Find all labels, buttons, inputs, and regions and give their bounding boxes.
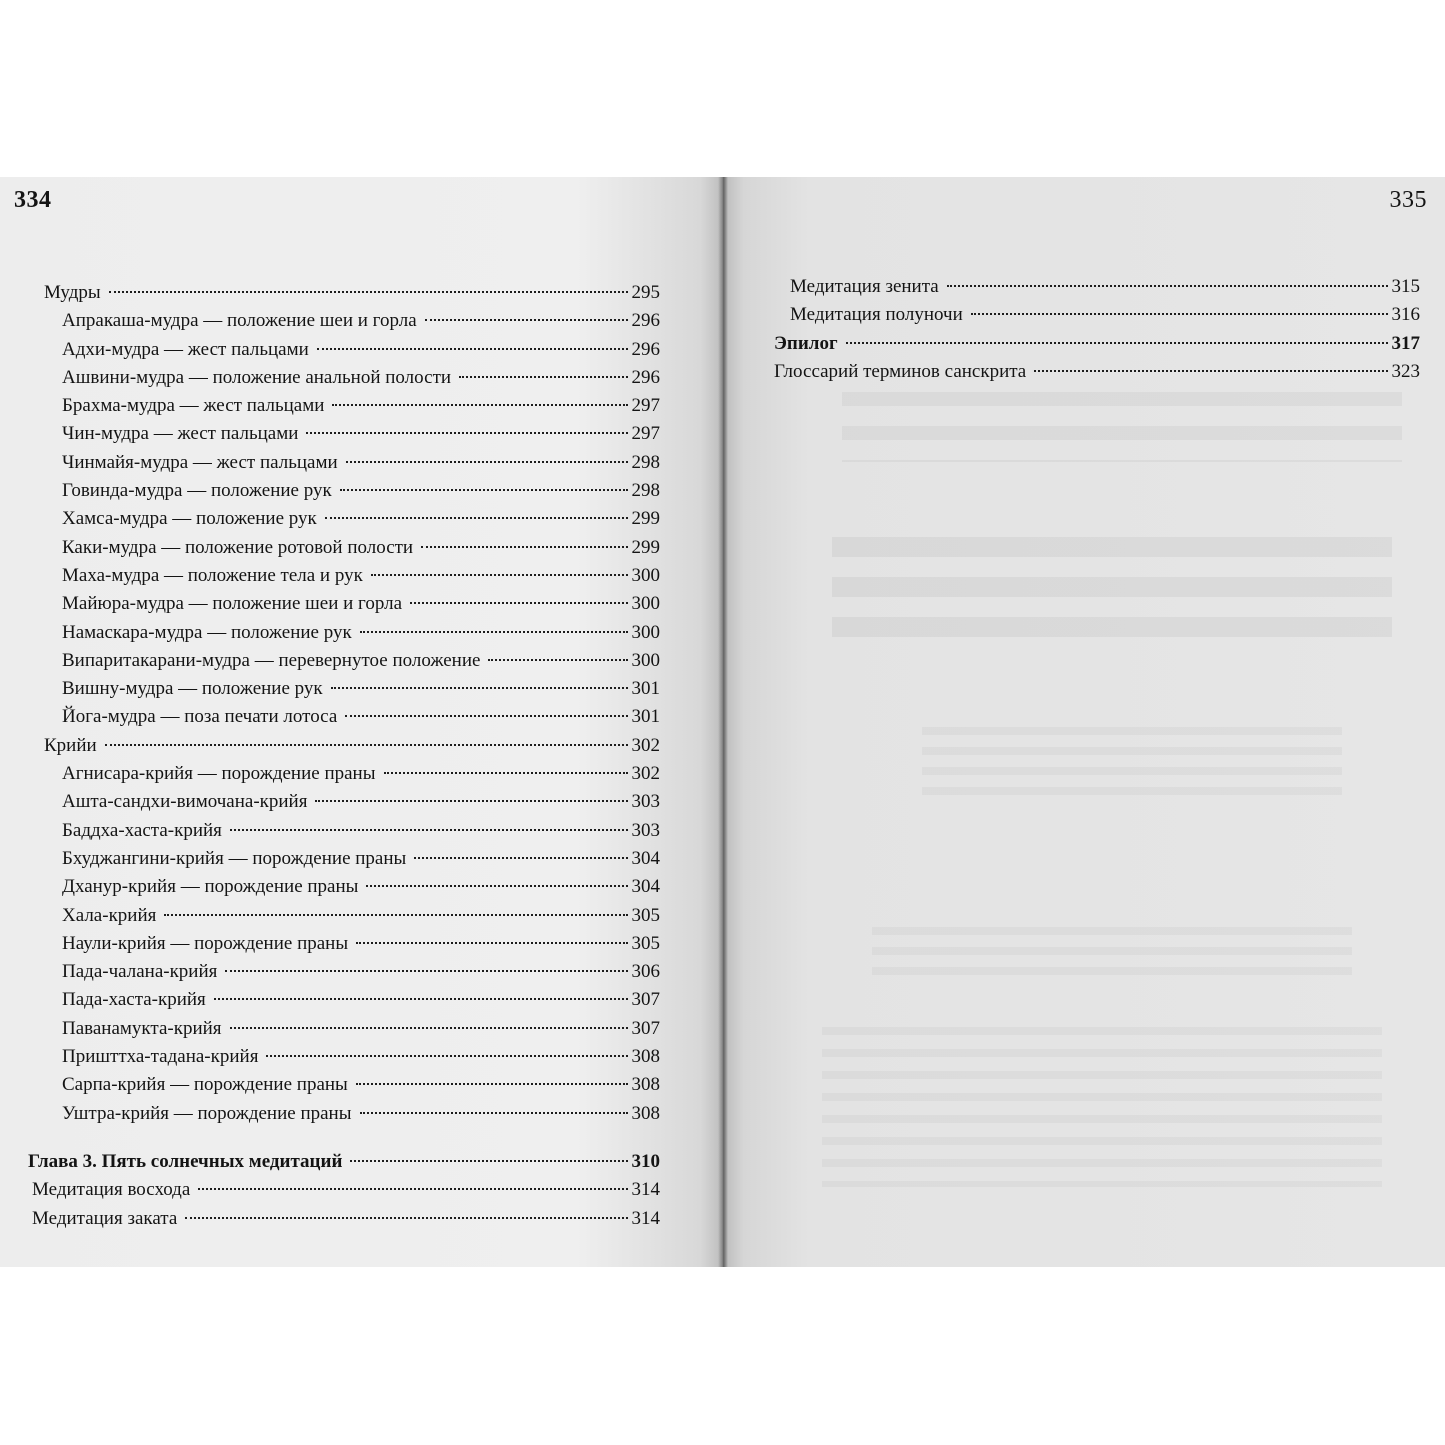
reverse-side-bleed — [822, 1027, 1382, 1187]
right-toc-list — [770, 273, 1420, 386]
dot-leader — [410, 602, 627, 604]
left-toc-list — [28, 279, 660, 1233]
dot-leader — [332, 404, 627, 406]
right-page-number: 335 — [1389, 187, 1427, 213]
dot-leader — [214, 998, 628, 1000]
dot-leader — [185, 1217, 627, 1219]
toc-entry-epilogue: Эпилог 317 — [774, 332, 1420, 354]
toc-entry: Медитация заката 314 — [32, 1207, 660, 1229]
dot-leader — [350, 1160, 627, 1162]
toc-chapter-entry: Глава 3. Пять солнечных медитаций 310 — [28, 1150, 660, 1172]
toc-entry: Випаритакарани-мудра — перевернутое положение 300 — [62, 649, 660, 671]
toc-entry: Вишну-мудра — положение рук 301 — [62, 678, 660, 700]
book-spread — [0, 177, 1445, 1267]
dot-leader — [459, 376, 627, 378]
right-page — [722, 177, 1445, 1267]
toc-entry: Медитация зенита 315 — [790, 276, 1420, 297]
dot-leader — [366, 885, 627, 887]
toc-entry: Говинда-мудра — положение рук 298 — [62, 480, 660, 502]
toc-entry: Намаскара-мудра — положение рук 300 — [62, 621, 660, 643]
toc-entry: Йога-мудра — поза печати лотоса 301 — [62, 706, 660, 728]
dot-leader — [384, 772, 628, 774]
dot-leader — [105, 744, 628, 746]
toc-entry: Глоссарий терминов санскрита 323 — [774, 360, 1420, 382]
toc-entry: Маха-мудра — положение тела и рук 300 — [62, 564, 660, 586]
toc-entry: Паванамукта-крийя 307 — [62, 1017, 660, 1039]
dot-leader — [421, 546, 627, 548]
toc-entry: Пада-хаста-крийя 307 — [62, 989, 660, 1011]
toc-entry: Медитация полуночи 316 — [790, 304, 1420, 326]
dot-leader — [488, 659, 627, 661]
dot-leader — [198, 1188, 627, 1190]
dot-leader — [356, 1083, 628, 1085]
toc-entry: Бхуджангини-крийя — порождение праны 304 — [62, 847, 660, 869]
toc-entry: Апракаша-мудра — положение шеи и горла 296 — [62, 310, 660, 332]
dot-leader — [345, 715, 627, 717]
dot-leader — [346, 461, 628, 463]
toc-entry: Адхи-мудра — жест пальцами 296 — [62, 338, 660, 360]
toc-entry: Мудры 295 — [44, 282, 660, 303]
toc-entry: Агнисара-крийя — порождение праны 302 — [62, 763, 660, 785]
reverse-side-bleed — [922, 727, 1342, 807]
dot-leader — [306, 432, 627, 434]
toc-entry: Крийи 302 — [44, 734, 660, 756]
toc-entry: Хала-крийя 305 — [62, 904, 660, 926]
toc-entry: Ашта-сандхи-вимочана-крийя 303 — [62, 791, 660, 813]
dot-leader — [356, 942, 627, 944]
toc-entry: Медитация восхода 314 — [32, 1179, 660, 1201]
dot-leader — [230, 1027, 628, 1029]
toc-entry: Ашвини-мудра — положение анальной полости 296 — [62, 366, 660, 388]
dot-leader — [360, 1112, 628, 1114]
dot-leader — [846, 342, 1388, 344]
dot-leader — [360, 631, 628, 633]
dot-leader — [164, 914, 627, 916]
left-page — [0, 177, 722, 1267]
toc-entry: Баддха-хаста-крийя 303 — [62, 819, 660, 841]
dot-leader — [266, 1055, 627, 1057]
toc-entry: Хамса-мудра — положение рук 299 — [62, 508, 660, 530]
toc-entry: Пришттха-тадана-крийя 308 — [62, 1046, 660, 1068]
toc-entry: Дханур-крийя — порождение праны 304 — [62, 876, 660, 898]
dot-leader — [425, 319, 628, 321]
reverse-side-bleed — [872, 927, 1352, 987]
chapter-spacer — [28, 1128, 660, 1148]
toc-entry: Чин-мудра — жест пальцами 297 — [62, 423, 660, 445]
dot-leader — [317, 348, 628, 350]
toc-entry: Пада-чалана-крийя 306 — [62, 961, 660, 983]
reverse-side-bleed — [832, 537, 1392, 657]
dot-leader — [230, 829, 628, 831]
dot-leader — [225, 970, 627, 972]
dot-leader — [340, 489, 628, 491]
dot-leader — [325, 517, 628, 519]
toc-entry: Майюра-мудра — положение шеи и горла 300 — [62, 593, 660, 615]
dot-leader — [947, 285, 1388, 287]
dot-leader — [971, 313, 1388, 315]
dot-leader — [109, 291, 628, 293]
dot-leader — [371, 574, 628, 576]
dot-leader — [331, 687, 628, 689]
toc-entry: Сарпа-крийя — порождение праны 308 — [62, 1074, 660, 1096]
toc-entry: Каки-мудра — положение ротовой полости 299 — [62, 536, 660, 558]
dot-leader — [315, 800, 627, 802]
left-page-number: 334 — [14, 187, 52, 213]
toc-entry: Уштра-крийя — порождение праны 308 — [62, 1102, 660, 1124]
dot-leader — [414, 857, 627, 859]
toc-entry: Чинмайя-мудра — жест пальцами 298 — [62, 451, 660, 473]
toc-entry: Брахма-мудра — жест пальцами 297 — [62, 395, 660, 417]
reverse-side-bleed — [842, 392, 1402, 462]
dot-leader — [1034, 370, 1387, 372]
toc-entry: Наули-крийя — порождение праны 305 — [62, 932, 660, 954]
